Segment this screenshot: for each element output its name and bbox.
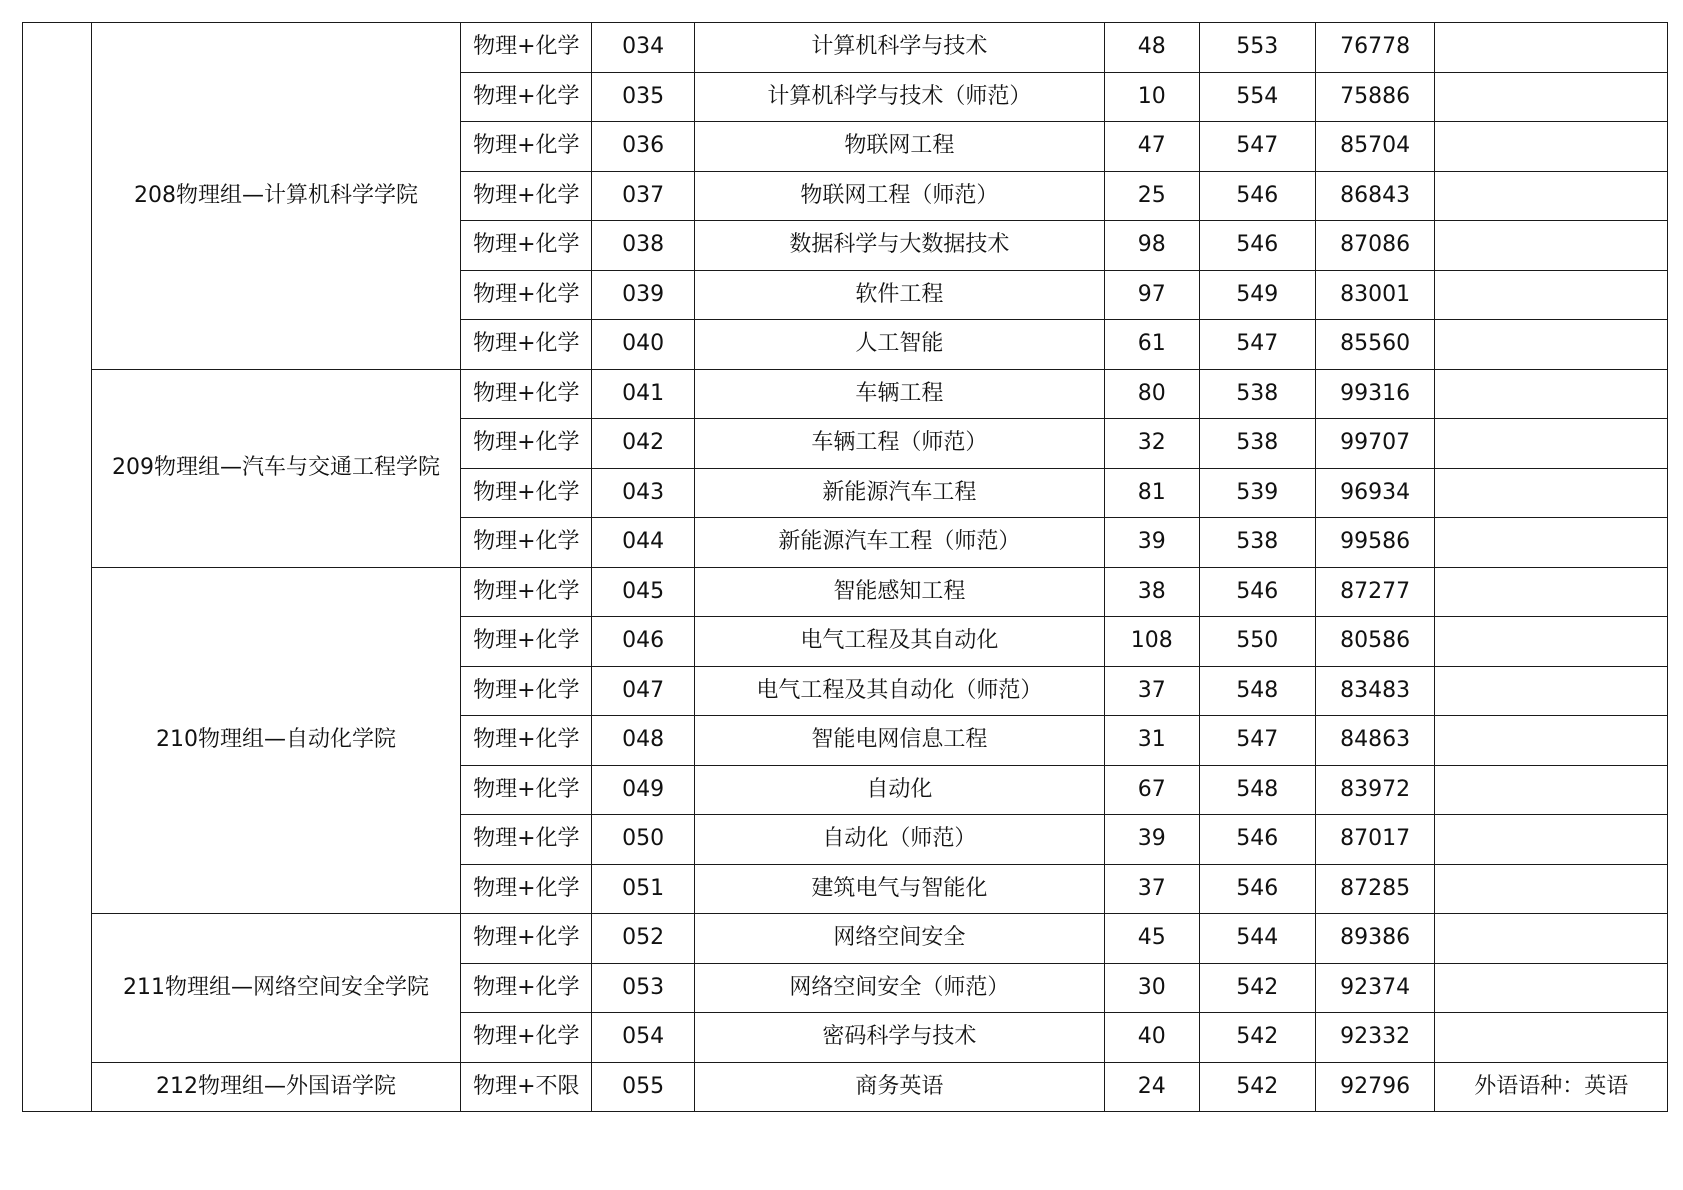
min-rank-cell: 85560: [1315, 320, 1434, 370]
major-name-cell: 计算机科学与技术: [694, 23, 1104, 73]
plan-count-cell: 10: [1104, 72, 1199, 122]
major-name-cell: 物联网工程: [694, 122, 1104, 172]
note-cell: [1435, 864, 1668, 914]
major-name-cell: 新能源汽车工程（师范）: [694, 518, 1104, 568]
table-row: [23, 369, 1668, 419]
min-rank-cell: 83972: [1315, 765, 1434, 815]
subject-requirement-cell: 物理+化学: [461, 815, 592, 865]
note-cell: [1435, 1013, 1668, 1063]
min-rank-cell: 99316: [1315, 369, 1434, 419]
min-rank-cell: 87086: [1315, 221, 1434, 271]
major-code-cell: 049: [592, 765, 694, 815]
table-row: [23, 23, 1668, 73]
major-name-cell: 商务英语: [694, 1062, 1104, 1112]
min-score-cell: 542: [1199, 1013, 1315, 1063]
subject-requirement-cell: 物理+化学: [461, 221, 592, 271]
subject-requirement-cell: 物理+化学: [461, 122, 592, 172]
plan-count-cell: 30: [1104, 963, 1199, 1013]
major-code-cell: 054: [592, 1013, 694, 1063]
plan-count-cell: 24: [1104, 1062, 1199, 1112]
min-score-cell: 546: [1199, 864, 1315, 914]
min-score-cell: 550: [1199, 617, 1315, 667]
min-rank-cell: 80586: [1315, 617, 1434, 667]
min-score-cell: 547: [1199, 122, 1315, 172]
subject-requirement-cell: 物理+不限: [461, 1062, 592, 1112]
major-code-cell: 047: [592, 666, 694, 716]
subject-requirement-cell: 物理+化学: [461, 369, 592, 419]
note-cell: [1435, 765, 1668, 815]
subject-requirement-cell: 物理+化学: [461, 864, 592, 914]
plan-count-cell: 40: [1104, 1013, 1199, 1063]
major-code-cell: 035: [592, 72, 694, 122]
subject-requirement-cell: 物理+化学: [461, 617, 592, 667]
major-name-cell: 网络空间安全（师范）: [694, 963, 1104, 1013]
major-code-cell: 041: [592, 369, 694, 419]
min-score-cell: 538: [1199, 518, 1315, 568]
note-cell: [1435, 122, 1668, 172]
subject-requirement-cell: 物理+化学: [461, 914, 592, 964]
group-name-cell: 210物理组—自动化学院: [91, 567, 460, 914]
major-code-cell: 039: [592, 270, 694, 320]
min-rank-cell: 86843: [1315, 171, 1434, 221]
min-rank-cell: 84863: [1315, 716, 1434, 766]
plan-count-cell: 39: [1104, 518, 1199, 568]
table-body: [23, 23, 1668, 1112]
min-rank-cell: 99586: [1315, 518, 1434, 568]
subject-requirement-cell: 物理+化学: [461, 518, 592, 568]
plan-count-cell: 81: [1104, 468, 1199, 518]
plan-count-cell: 38: [1104, 567, 1199, 617]
major-code-cell: 050: [592, 815, 694, 865]
plan-count-cell: 61: [1104, 320, 1199, 370]
min-score-cell: 548: [1199, 666, 1315, 716]
min-score-cell: 547: [1199, 320, 1315, 370]
major-name-cell: 智能电网信息工程: [694, 716, 1104, 766]
min-score-cell: 548: [1199, 765, 1315, 815]
plan-count-cell: 97: [1104, 270, 1199, 320]
min-rank-cell: 92374: [1315, 963, 1434, 1013]
major-name-cell: 物联网工程（师范）: [694, 171, 1104, 221]
min-rank-cell: 92796: [1315, 1062, 1434, 1112]
major-code-cell: 038: [592, 221, 694, 271]
note-cell: [1435, 171, 1668, 221]
major-code-cell: 045: [592, 567, 694, 617]
major-code-cell: 043: [592, 468, 694, 518]
plan-count-cell: 67: [1104, 765, 1199, 815]
min-rank-cell: 99707: [1315, 419, 1434, 469]
subject-requirement-cell: 物理+化学: [461, 171, 592, 221]
note-cell: [1435, 221, 1668, 271]
min-score-cell: 546: [1199, 171, 1315, 221]
major-name-cell: 网络空间安全: [694, 914, 1104, 964]
min-score-cell: 542: [1199, 963, 1315, 1013]
major-name-cell: 智能感知工程: [694, 567, 1104, 617]
subject-requirement-cell: 物理+化学: [461, 765, 592, 815]
subject-requirement-cell: 物理+化学: [461, 963, 592, 1013]
min-score-cell: 546: [1199, 815, 1315, 865]
note-cell: [1435, 369, 1668, 419]
table-row: [23, 567, 1668, 617]
note-cell: [1435, 963, 1668, 1013]
plan-count-cell: 39: [1104, 815, 1199, 865]
major-code-cell: 052: [592, 914, 694, 964]
plan-count-cell: 98: [1104, 221, 1199, 271]
group-name-cell: 208物理组—计算机科学学院: [91, 23, 460, 370]
min-score-cell: 539: [1199, 468, 1315, 518]
plan-count-cell: 32: [1104, 419, 1199, 469]
note-cell: [1435, 567, 1668, 617]
min-score-cell: 546: [1199, 567, 1315, 617]
major-name-cell: 自动化: [694, 765, 1104, 815]
major-name-cell: 软件工程: [694, 270, 1104, 320]
note-cell: [1435, 914, 1668, 964]
admission-table: [22, 22, 1668, 1112]
subject-requirement-cell: 物理+化学: [461, 468, 592, 518]
min-score-cell: 549: [1199, 270, 1315, 320]
subject-requirement-cell: 物理+化学: [461, 716, 592, 766]
min-rank-cell: 87277: [1315, 567, 1434, 617]
table-row: [23, 1062, 1668, 1112]
note-cell: [1435, 468, 1668, 518]
major-name-cell: 计算机科学与技术（师范）: [694, 72, 1104, 122]
major-code-cell: 053: [592, 963, 694, 1013]
note-cell: [1435, 716, 1668, 766]
min-score-cell: 542: [1199, 1062, 1315, 1112]
subject-requirement-cell: 物理+化学: [461, 419, 592, 469]
min-score-cell: 553: [1199, 23, 1315, 73]
min-score-cell: 554: [1199, 72, 1315, 122]
min-rank-cell: 87017: [1315, 815, 1434, 865]
subject-requirement-cell: 物理+化学: [461, 72, 592, 122]
min-rank-cell: 83001: [1315, 270, 1434, 320]
min-score-cell: 544: [1199, 914, 1315, 964]
subject-requirement-cell: 物理+化学: [461, 666, 592, 716]
min-score-cell: 547: [1199, 716, 1315, 766]
major-name-cell: 电气工程及其自动化（师范）: [694, 666, 1104, 716]
min-rank-cell: 75886: [1315, 72, 1434, 122]
note-cell: [1435, 72, 1668, 122]
major-name-cell: 人工智能: [694, 320, 1104, 370]
major-name-cell: 新能源汽车工程: [694, 468, 1104, 518]
major-name-cell: 电气工程及其自动化: [694, 617, 1104, 667]
major-name-cell: 车辆工程: [694, 369, 1104, 419]
major-name-cell: 密码科学与技术: [694, 1013, 1104, 1063]
plan-count-cell: 47: [1104, 122, 1199, 172]
plan-count-cell: 48: [1104, 23, 1199, 73]
subject-requirement-cell: 物理+化学: [461, 1013, 592, 1063]
min-rank-cell: 96934: [1315, 468, 1434, 518]
major-name-cell: 数据科学与大数据技术: [694, 221, 1104, 271]
plan-count-cell: 108: [1104, 617, 1199, 667]
group-name-cell: 212物理组—外国语学院: [91, 1062, 460, 1112]
major-code-cell: 036: [592, 122, 694, 172]
min-rank-cell: 89386: [1315, 914, 1434, 964]
note-cell: 外语语种：英语: [1435, 1062, 1668, 1112]
plan-count-cell: 45: [1104, 914, 1199, 964]
major-code-cell: 042: [592, 419, 694, 469]
plan-count-cell: 80: [1104, 369, 1199, 419]
plan-count-cell: 37: [1104, 666, 1199, 716]
min-score-cell: 546: [1199, 221, 1315, 271]
note-cell: [1435, 419, 1668, 469]
note-cell: [1435, 617, 1668, 667]
note-cell: [1435, 666, 1668, 716]
min-rank-cell: 83483: [1315, 666, 1434, 716]
major-name-cell: 自动化（师范）: [694, 815, 1104, 865]
min-rank-cell: 92332: [1315, 1013, 1434, 1063]
major-code-cell: 046: [592, 617, 694, 667]
subject-requirement-cell: 物理+化学: [461, 320, 592, 370]
note-cell: [1435, 320, 1668, 370]
note-cell: [1435, 23, 1668, 73]
major-code-cell: 037: [592, 171, 694, 221]
note-cell: [1435, 518, 1668, 568]
min-rank-cell: 87285: [1315, 864, 1434, 914]
major-code-cell: 040: [592, 320, 694, 370]
major-code-cell: 044: [592, 518, 694, 568]
blank-side-cell: [23, 23, 92, 1112]
plan-count-cell: 31: [1104, 716, 1199, 766]
note-cell: [1435, 270, 1668, 320]
group-name-cell: 209物理组—汽车与交通工程学院: [91, 369, 460, 567]
group-name-cell: 211物理组—网络空间安全学院: [91, 914, 460, 1063]
note-cell: [1435, 815, 1668, 865]
min-score-cell: 538: [1199, 369, 1315, 419]
subject-requirement-cell: 物理+化学: [461, 567, 592, 617]
subject-requirement-cell: 物理+化学: [461, 23, 592, 73]
table-row: [23, 914, 1668, 964]
min-rank-cell: 76778: [1315, 23, 1434, 73]
major-name-cell: 车辆工程（师范）: [694, 419, 1104, 469]
subject-requirement-cell: 物理+化学: [461, 270, 592, 320]
major-code-cell: 048: [592, 716, 694, 766]
major-name-cell: 建筑电气与智能化: [694, 864, 1104, 914]
major-code-cell: 051: [592, 864, 694, 914]
major-code-cell: 055: [592, 1062, 694, 1112]
min-score-cell: 538: [1199, 419, 1315, 469]
plan-count-cell: 25: [1104, 171, 1199, 221]
major-code-cell: 034: [592, 23, 694, 73]
min-rank-cell: 85704: [1315, 122, 1434, 172]
plan-count-cell: 37: [1104, 864, 1199, 914]
